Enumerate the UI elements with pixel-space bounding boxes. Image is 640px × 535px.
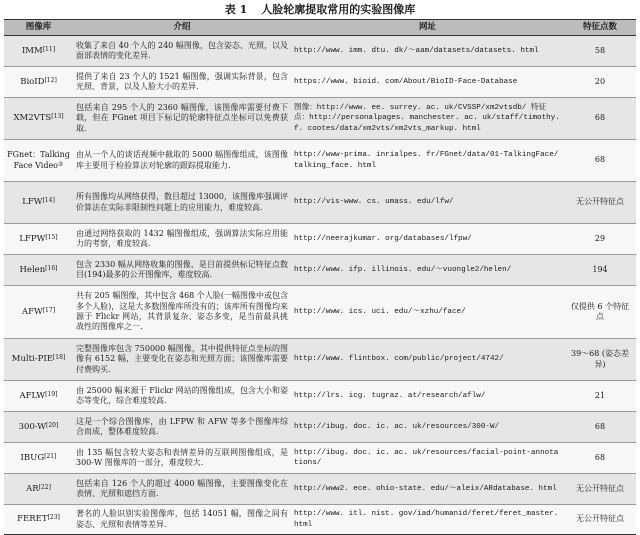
cell-url: http://www. ics. uci. edu/～xzhu/face/ bbox=[291, 286, 564, 339]
cell-url: http://www. ifp. illinois. edu/～vuongle2/helen/ bbox=[291, 255, 564, 286]
cell-database bbox=[4, 224, 73, 255]
cell-database bbox=[4, 412, 73, 443]
reference-mark: [18] bbox=[52, 354, 66, 362]
reference-mark: [11] bbox=[42, 45, 56, 53]
table-title: 人脸轮廓提取常用的实验图像库 bbox=[261, 3, 416, 16]
cell-feature-count: 58 bbox=[564, 36, 636, 67]
table-number: 表 1 bbox=[224, 3, 248, 16]
reference-mark: [15] bbox=[45, 233, 58, 241]
cell-introduction: 著名的人脸识别实验图像库，包括 14051 幅，图像之间有姿态、光照和表情等差异. bbox=[73, 505, 291, 535]
cell-introduction: 收集了来自 40 个人的 240 幅图像，包含姿态、光照，以及面部表情的变化差异. bbox=[73, 36, 291, 67]
reference-mark: [23] bbox=[47, 514, 60, 522]
cell-introduction: 包括来自 126 个人的超过 4000 幅图像，主要图像变化在表情、光照和遮挡方面. bbox=[73, 474, 291, 505]
reference-mark: [14] bbox=[42, 197, 55, 205]
cell-feature-count: 68 bbox=[564, 443, 636, 474]
reference-mark: ② bbox=[58, 160, 64, 168]
database-name: IMM bbox=[21, 45, 43, 56]
cell-introduction: 所有图像均从网络获得，数目超过 13000，该图像库强调评价算法在实际非限制性问题上的应用能力，难度较高. bbox=[73, 182, 291, 224]
cell-feature-count: 194 bbox=[564, 255, 636, 286]
reference-mark: [12] bbox=[44, 76, 57, 84]
cell-feature-count: 29 bbox=[564, 224, 636, 255]
cell-introduction: 由 25000 幅来源于 Flickr 网站的图像组成，包含大小和姿态等变化，综合难度较高. bbox=[73, 381, 291, 412]
table-body bbox=[4, 36, 636, 535]
reference-mark: [20] bbox=[46, 421, 59, 429]
database-table bbox=[4, 19, 636, 535]
cell-url: http://neerajkumar. org/databases/lfpw/ bbox=[291, 224, 564, 255]
cell-introduction: 包括来自 295 个人的 2360 幅图像，该图像库需要付费下载，但在 FGnet 项目下标记的轮廓特征点坐标可以免费获取. bbox=[73, 98, 291, 140]
table-caption bbox=[0, 2, 640, 18]
cell-database bbox=[4, 505, 73, 535]
header-url: 网址 bbox=[291, 20, 564, 36]
cell-database bbox=[4, 98, 73, 140]
cell-feature-count: 仅提供 6 个特征点 bbox=[564, 286, 636, 339]
cell-url: http://www. itl. nist. gov/iad/humanid/feret/feret_master. html bbox=[291, 505, 564, 535]
cell-feature-count: 20 bbox=[564, 67, 636, 98]
reference-mark: [19] bbox=[45, 390, 58, 398]
cell-introduction: 这是一个综合图像库，由 LFPW 和 AFW 等多个图像库综合而成，整体难度较高. bbox=[73, 412, 291, 443]
reference-mark: [22] bbox=[38, 483, 51, 491]
table-row bbox=[4, 224, 636, 255]
cell-feature-count: 68 bbox=[564, 98, 636, 140]
cell-url: http://www. imm. dtu. dk/～aam/datasets/datasets. html bbox=[291, 36, 564, 67]
cell-feature-count: 无公开特征点 bbox=[564, 182, 636, 224]
header-count: 特征点数 bbox=[564, 20, 636, 36]
cell-url: http://www-prima. inrialpes. fr/FGnet/data/01-TalkingFace/talking_face. html bbox=[291, 140, 564, 182]
database-name: 300-W bbox=[18, 421, 47, 432]
cell-database bbox=[4, 140, 73, 182]
database-name: AFW bbox=[21, 306, 43, 317]
table-row bbox=[4, 443, 636, 474]
table-row bbox=[4, 36, 636, 67]
database-name: LFPW bbox=[19, 233, 46, 244]
cell-database bbox=[4, 255, 73, 286]
cell-database bbox=[4, 286, 73, 339]
cell-database bbox=[4, 443, 73, 474]
cell-introduction: 完整图像库包含 750000 幅图像，其中提供特征点坐标的图像有 6152 幅，主要变化在姿态和光照方面；该图像库需要付费购买. bbox=[73, 339, 291, 381]
cell-url: http://www2. ece. ohio-state. edu/～aleix/ARdatabase. html bbox=[291, 474, 564, 505]
cell-url: http://ibug. doc. ic. ac. uk/resources/300-W/ bbox=[291, 412, 564, 443]
cell-introduction: 由通过网络获取的 1432 幅图像组成，强调算法实际应用能力的考察，难度较高. bbox=[73, 224, 291, 255]
cell-feature-count: 无公开特征点 bbox=[564, 474, 636, 505]
cell-introduction: 共有 205 幅图像，其中包含 468 个人脸(一幅图像中或包含多个人脸)，这是大多数图像库所没有的；该库所有图像均来源于 Flickr 网站，其背景复杂、姿态多变，是当前最具挑战性的图像库之一. bbox=[73, 286, 291, 339]
header-db: 图像库 bbox=[4, 20, 73, 36]
cell-database bbox=[4, 182, 73, 224]
database-name: LFW bbox=[22, 197, 43, 208]
table-row bbox=[4, 474, 636, 505]
cell-url: http://www. flintbox. com/public/project/4742/ bbox=[291, 339, 564, 381]
table-row bbox=[4, 182, 636, 224]
cell-database bbox=[4, 474, 73, 505]
reference-mark: [21] bbox=[44, 452, 57, 460]
cell-database bbox=[4, 339, 73, 381]
cell-url: http://vis-www. cs. umass. edu/lfw/ bbox=[291, 182, 564, 224]
table-header-row bbox=[4, 20, 636, 36]
database-name: FERET bbox=[17, 514, 48, 525]
cell-url: http://ibug. doc. ic. ac. uk/resources/facial-point-annotations/ bbox=[291, 443, 564, 474]
cell-introduction: 由从一个人的谈话视频中截取的 5000 幅图像组成，该图像库主要用于检验算法对轮廓的跟踪提取能力. bbox=[73, 140, 291, 182]
cell-introduction: 提供了来自 23 个人的 1521 幅图像，强调实际背景，包含光照、背景，以及人脸大小的差异. bbox=[73, 67, 291, 98]
reference-mark: [13] bbox=[51, 113, 64, 121]
cell-feature-count: 无公开特征点 bbox=[564, 505, 636, 535]
database-name: AR bbox=[26, 483, 39, 494]
database-name: IBUG bbox=[20, 452, 45, 463]
cell-url: http://lrs. icg. tugraz. at/research/aflw/ bbox=[291, 381, 564, 412]
cell-feature-count: 68 bbox=[564, 412, 636, 443]
cell-database bbox=[4, 381, 73, 412]
cell-database bbox=[4, 67, 73, 98]
table-row bbox=[4, 286, 636, 339]
table-row bbox=[4, 140, 636, 182]
database-name: XM2VTS bbox=[13, 113, 52, 124]
database-name: FGnet：Talking Face Video bbox=[7, 150, 70, 170]
header-intro: 介绍 bbox=[73, 20, 291, 36]
cell-feature-count: 39～68 (姿态差异) bbox=[564, 339, 636, 381]
table-row bbox=[4, 67, 636, 98]
cell-feature-count: 21 bbox=[564, 381, 636, 412]
reference-mark: [17] bbox=[42, 306, 56, 314]
cell-introduction: 由 135 幅包含较大姿态和表情差异的互联网图像组成，是 300-W 图像库的一部分，难度较大. bbox=[73, 443, 291, 474]
cell-introduction: 包含 2330 幅从网络收集的图像，是目前提供标记特征点数目(194)最多的公开图像库，难度较高. bbox=[73, 255, 291, 286]
cell-feature-count: 68 bbox=[564, 140, 636, 182]
reference-mark: [16] bbox=[45, 264, 58, 272]
database-name: AFLW bbox=[19, 390, 46, 401]
table-row bbox=[4, 255, 636, 286]
table-row bbox=[4, 98, 636, 140]
table-row bbox=[4, 339, 636, 381]
database-name: Helen bbox=[19, 264, 46, 275]
cell-database bbox=[4, 36, 73, 67]
database-name: BioID bbox=[20, 76, 45, 87]
table-row bbox=[4, 412, 636, 443]
cell-url: https://www. bioid. com/About/BioID-Face-Database bbox=[291, 67, 564, 98]
cell-url: 图像：http://www. ee. surrey. ac. uk/CVSSP/xm2vtsdb/ 特征点：http://personalpages. manchester. ac. uk/staff/timothy. f. cootes/data/xm2vts/xm2vts_markup. html bbox=[291, 98, 564, 140]
table-row bbox=[4, 381, 636, 412]
database-name: Multi-PIE bbox=[11, 354, 53, 365]
table-row bbox=[4, 505, 636, 535]
